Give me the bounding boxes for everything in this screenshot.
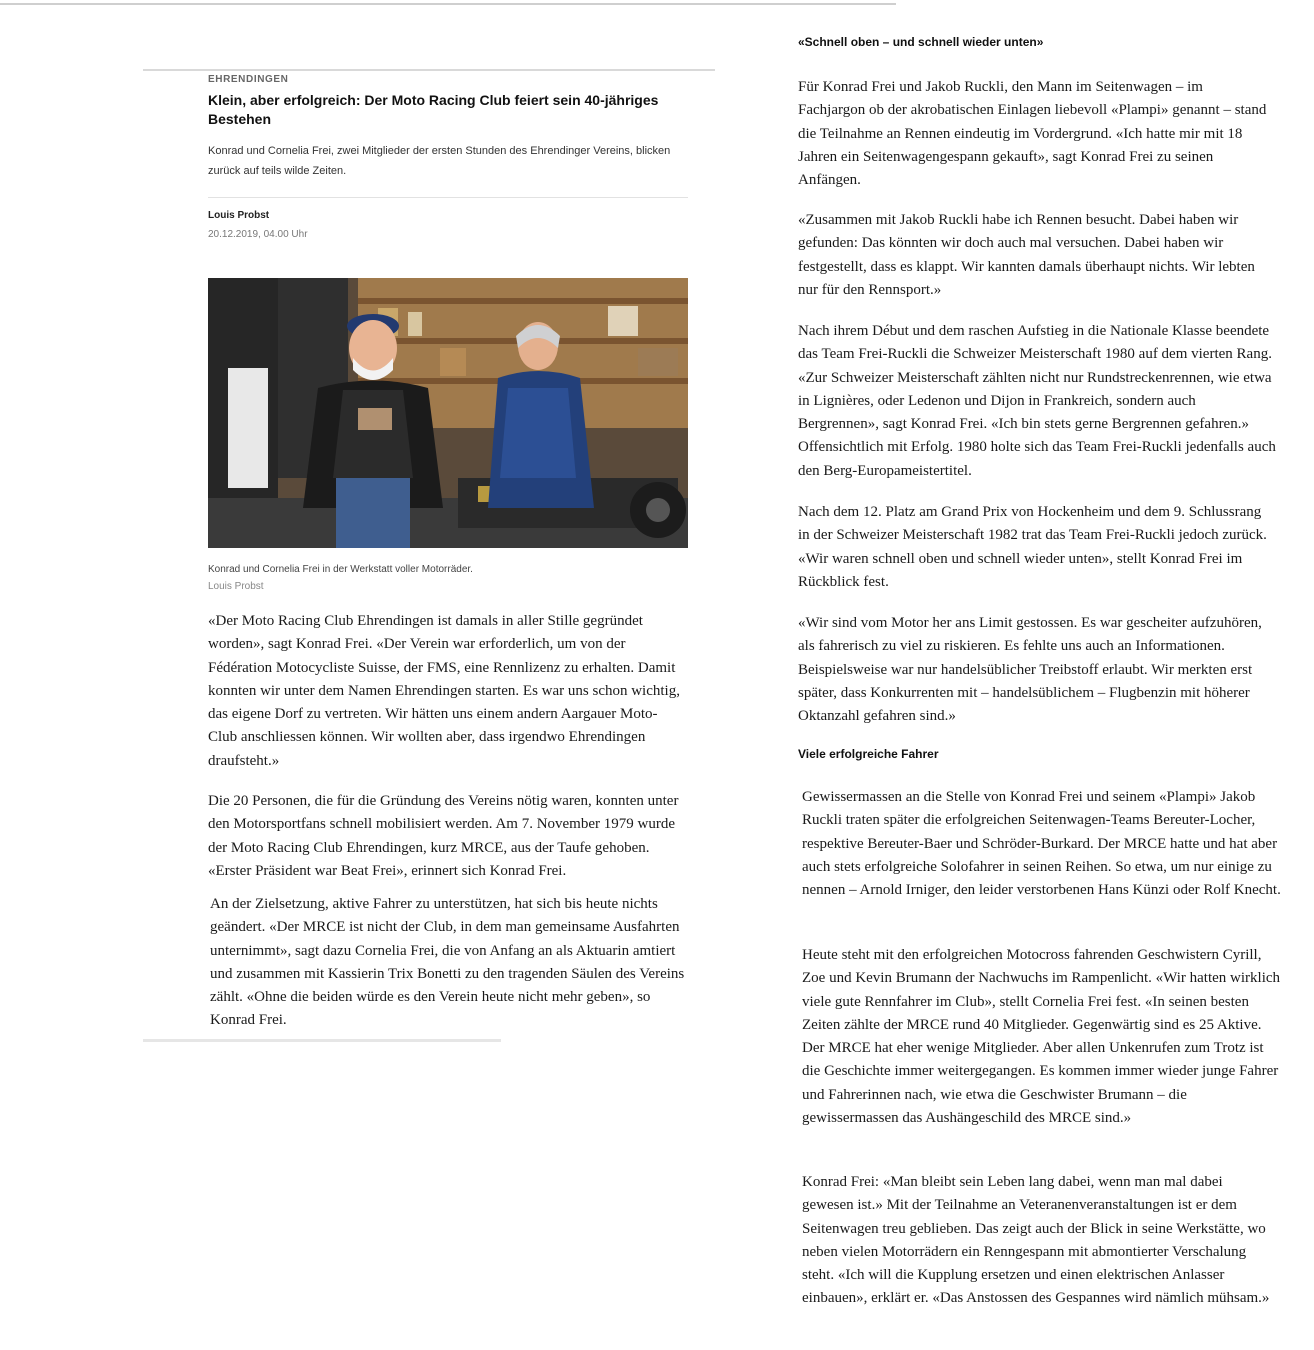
photo-caption xyxy=(208,561,688,595)
right-paragraph-7: Heute steht mit den erfolgreichen Motocross fahrenden Geschwistern Cyrill, Zoe und Kevin Brumann der Nachwuchs im Rampenlicht. «Wir hatten wirklich viele gute Rennfahrer im Club», stellt Cornelia Frei fest. «In seinen besten Zeiten zählte der MRCE rund 40 Mitglieder. Gegenwärtig sind es 25 Aktive. Der MRCE hat eher wenige Mitglieder. Aber allen Unkenrufen zum Trotz ist die Geschichte immer weitergegangen. Es kommen immer wieder junge Fahrer und Fahrerinnen nach, wie etwa die Geschwister Brumann – die gewissermassen das Aushängeschild des MRCE sind.» xyxy=(802,947,1281,1127)
left-paragraph-1: «Der Moto Racing Club Ehrendingen ist damals in aller Stille gegründet worden», sagt Konrad Frei. «Der Verein war erforderlich, um von der Fédération Motocycliste Suisse, der FMS, eine Rennlizenz zu erhalten. Damit konnten wir unter dem Namen Ehrendingen starten. Es war uns schon wichtig, das eigene Dorf zu vertreten. Wir hätten uns einem andern Aargauer Moto-Club anschliessen können. Wir wollten aber, dass irgendwo Ehrendingen draufsteht.» xyxy=(208,613,680,769)
right-paragraph-4: Nach dem 12. Platz am Grand Prix von Hockenheim und dem 9. Schlussrang in der Schweizer Meisterschaft 1982 trat das Team Frei-Ruckli jedoch zurück. «Wir waren schnell oben und schnell wieder unten», stellt Konrad Frei im Rückblick fest. xyxy=(798,504,1267,590)
photo-credit: Louis Probst xyxy=(208,581,264,592)
photo-caption-text: Konrad und Cornelia Frei in der Werkstatt voller Motorräder. xyxy=(208,564,473,575)
right-paragraph-3: Nach ihrem Début und dem raschen Aufstieg in die Nationale Klasse beendete das Team Frei-Ruckli die Schweizer Meisterschaft 1980 auf dem vierten Rang. «Zur Schweizer Meisterschaft zählten nicht nur Rundstreckenrennen, wie etwa in Lignières, oder Ledenon und Dijon in Frankreich, sondern auch Bergrennen», sagt Konrad Frei. «Ich bin stets gerne Bergrennen gefahren.» Offensichtlich mit Erfolg. 1980 holte sich das Team Frei-Ruckli jedenfalls auch den Berg-Europameistertitel. xyxy=(798,323,1276,479)
bottom-divider xyxy=(143,1039,501,1042)
top-edge-line xyxy=(0,3,896,5)
right-paragraph-8: Konrad Frei: «Man bleibt sein Leben lang dabei, wenn man mal dabei gewesen ist.» Mit der Teilnahme an Veteranenveranstaltungen ist er dem Seitenwagen treu geblieben. Das zeigt auch der Blick in seine Werkstätte, wo neben vielen Motorrädern ein Renngespann mit abmontierter Verschalung steht. «Ich will die Kupplung ersetzen und einen elektrischen Anlasser einbauen», erklärt er. «Das Anstossen des Gespannes wird nämlich mühsam.» xyxy=(802,1174,1270,1307)
workshop-photo-illustration xyxy=(208,278,688,548)
section-heading-viele-fahrer: Viele erfolgreiche Fahrer xyxy=(798,747,939,761)
right-paragraph-2: «Zusammen mit Jakob Ruckli habe ich Rennen besucht. Dabei haben wir gefunden: Das könnten wir doch auch mal versuchen. Dabei haben wir festgestellt, dass es klappt. Wir kannten damals überhaupt nichts. Wir lebten nur für den Rennsport.» xyxy=(798,212,1255,298)
left-paragraph-2: Die 20 Personen, die für die Gründung des Vereins nötig waren, konnten unter den Motorsportfans schnell mobilisiert werden. Am 7. November 1979 wurde der Moto Racing Club Ehrendingen, kurz MRCE, aus der Taufe gehoben. «Erster Präsident war Beat Frei», erinnert sich Konrad Frei. xyxy=(208,793,679,879)
article-kicker: EHRENDINGEN xyxy=(208,74,289,85)
right-paragraph-5: «Wir sind vom Motor her ans Limit gestossen. Es war gescheiter aufzuhören, als fahrerisch zu viel zu riskieren. Es fehlte uns auch an Informationen. Beispielsweise war nur handelsüblicher Treibstoff erlaubt. Wir merkten erst später, dass Konkurrenten mit – handelsüblichem – Flugbenzin mit höherer Oktanzahl gefahren sind.» xyxy=(798,615,1262,725)
right-paragraph-6: Gewissermassen an die Stelle von Konrad Frei und seinem «Plampi» Jakob Ruckli traten später die erfolgreichen Seitenwagen-Teams Bereuter-Locher, respektive Bereuter-Baer und Schröder-Burkard. Der MRCE hatte und hat aber auch stets erfolgreiche Solofahrer in seinen Reihen. So etwa, um nur einige zu nennen – Arnold Irniger, den leider verstorbenen Hans Künzi oder Rolf Knecht. xyxy=(802,789,1281,899)
article-date: 20.12.2019, 04.00 Uhr xyxy=(208,229,308,240)
article-headline: Klein, aber erfolgreich: Der Moto Racing Club feiert sein 40-jähriges Bestehen xyxy=(208,92,659,127)
top-divider xyxy=(143,69,715,71)
article-author: Louis Probst xyxy=(208,210,270,221)
header-divider xyxy=(208,197,688,198)
right-paragraph-1: Für Konrad Frei und Jakob Ruckli, den Mann im Seitenwagen – im Fachjargon ob der akrobatischen Einlagen liebevoll «Plampi» genannt – stand die Teilnahme an Rennen eindeutig im Vordergrund. «Ich hatte mir mit 18 Jahren ein Seitenwagengespann gekauft», sagt Konrad Frei zu seinen Anfängen. xyxy=(798,79,1267,189)
section-heading-schnell-oben: «Schnell oben – und schnell wieder unten» xyxy=(798,35,1044,49)
article-header xyxy=(208,74,688,240)
article-lead: Konrad und Cornelia Frei, zwei Mitglieder der ersten Stunden des Ehrendinger Vereins, blicken zurück auf teils wilde Zeiten. xyxy=(208,145,671,177)
left-paragraph-3: An der Zielsetzung, aktive Fahrer zu unterstützen, hat sich bis heute nichts geändert. «Der MRCE ist nicht der Club, in dem man gemeinsame Ausfahrten unternimmt», sagt dazu Cornelia Frei, die von Anfang an als Aktuarin amtiert und zusammen mit Kassierin Trix Bonetti zu den tragenden Säulen des Vereins zählt. «Ohne die beiden würde es den Verein heute nicht mehr geben», so Konrad Frei. xyxy=(210,896,685,1029)
article-photo xyxy=(208,278,688,548)
